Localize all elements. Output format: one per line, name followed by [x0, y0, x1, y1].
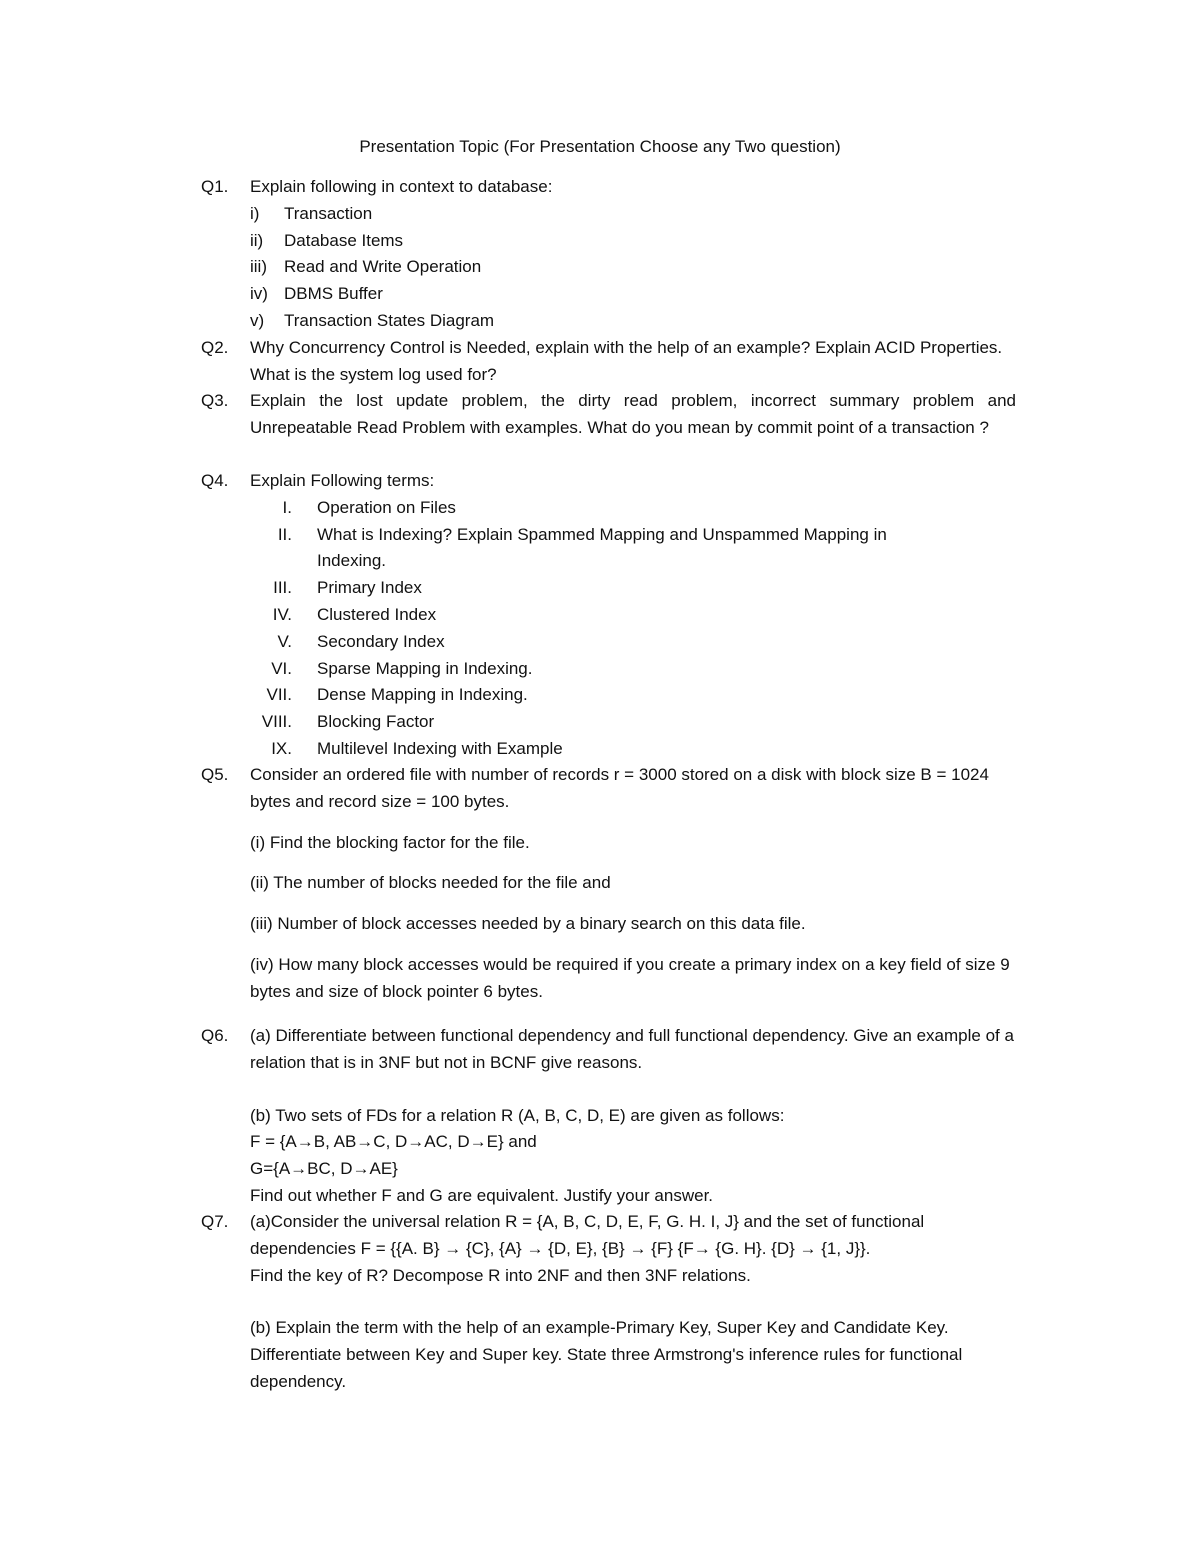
fd-set: dependencies F = {{A. B} → {C}, {A} → {D, E}, {B} → {F} {F→ {G. H}. {D} → {1, J}}. [250, 1238, 871, 1258]
list-item: IV. Clustered Index [272, 604, 437, 624]
list-item: V. Secondary Index [277, 631, 445, 651]
question-number: Q7. [201, 1212, 229, 1231]
fd-set-f: F = {A→B, AB→C, D→AC, D→E} and [250, 1132, 537, 1152]
list-item: v) Transaction States Diagram [250, 310, 495, 330]
question-2 [201, 335, 1016, 389]
list-item: iii) Read and Write Operation [250, 257, 482, 277]
question-instruction: Find the key of R? Decompose R into 2NF and then 3NF relations. [250, 1265, 751, 1285]
list-item: VIII. Blocking Factor [261, 712, 435, 732]
question-6 [201, 1023, 1016, 1210]
question-text: Explain the lost update problem, the dirty read problem, incorrect summary problem and Unrepeatable Read Problem with examples. What do you mean by commit point of a transaction ? [250, 391, 1016, 437]
question-part: (ii) The number of blocks needed for the file and [250, 873, 611, 893]
question-number: Q3. [201, 391, 229, 410]
question-1 [201, 174, 1016, 335]
question-number: Q2. [201, 338, 229, 357]
question-part-a: (a)Consider the universal relation R = {A, B, C, D, E, F, G. H. I, J} and the set of functional [250, 1212, 925, 1231]
question-text: Consider an ordered file with number of records r = 3000 stored on a disk with block size B = 1024 bytes and record size = 100 bytes. [250, 765, 989, 811]
question-number: Q5. [201, 765, 229, 784]
question-part-b: (b) Two sets of FDs for a relation R (A, B, C, D, E) are given as follows: [250, 1105, 785, 1125]
list-item: II. What is Indexing? Explain Spammed Mapping and Unspammed Mapping in Indexing. [277, 524, 887, 571]
question-part-a: (a) Differentiate between functional dependency and full functional dependency. Give an example of a relation that is in 3NF but not in BCNF give reasons. [250, 1026, 1014, 1072]
list-item: ii) Database Items [250, 230, 404, 250]
question-7 [201, 1209, 1016, 1396]
fd-set-g: G={A→BC, D→AE} [250, 1159, 398, 1179]
list-item: VI. Sparse Mapping in Indexing. [271, 658, 533, 678]
question-part-b: (b) Explain the term with the help of an example-Primary Key, Super Key and Candidate Key. Differentiate between Key and Super key. State three Armstrong's inference rules for functional dependency. [250, 1318, 963, 1391]
list-item: VII. Dense Mapping in Indexing. [266, 685, 528, 705]
question-part: (i) Find the blocking factor for the file. [250, 832, 530, 852]
list-item: iv) DBMS Buffer [250, 284, 383, 304]
page-title: Presentation Topic (For Presentation Choose any Two question) [359, 137, 841, 156]
question-4 [201, 468, 1016, 763]
list-item: i) Transaction [250, 203, 373, 223]
question-text: Why Concurrency Control is Needed, explain with the help of an example? Explain ACID Properties. What is the system log used for? [250, 338, 1003, 384]
question-number: Q4. [201, 471, 229, 490]
list-item: I. Operation on Files [282, 497, 456, 517]
question-instruction: Find out whether F and G are equivalent. Justify your answer. [250, 1185, 714, 1205]
question-intro: Explain Following terms: [250, 471, 435, 490]
question-5 [201, 762, 1016, 1006]
question-intro: Explain following in context to database: [250, 177, 553, 196]
question-3 [201, 388, 1016, 442]
question-part: (iii) Number of block accesses needed by a binary search on this data file. [250, 914, 806, 934]
list-item: IX. Multilevel Indexing with Example [271, 738, 563, 758]
question-number: Q1. [201, 177, 229, 196]
question-number: Q6. [201, 1026, 229, 1045]
question-part: (iv) How many block accesses would be required if you create a primary index on a key field of size 9 bytes and size of block pointer 6 bytes. [250, 954, 1010, 1001]
list-item: III. Primary Index [273, 578, 422, 598]
